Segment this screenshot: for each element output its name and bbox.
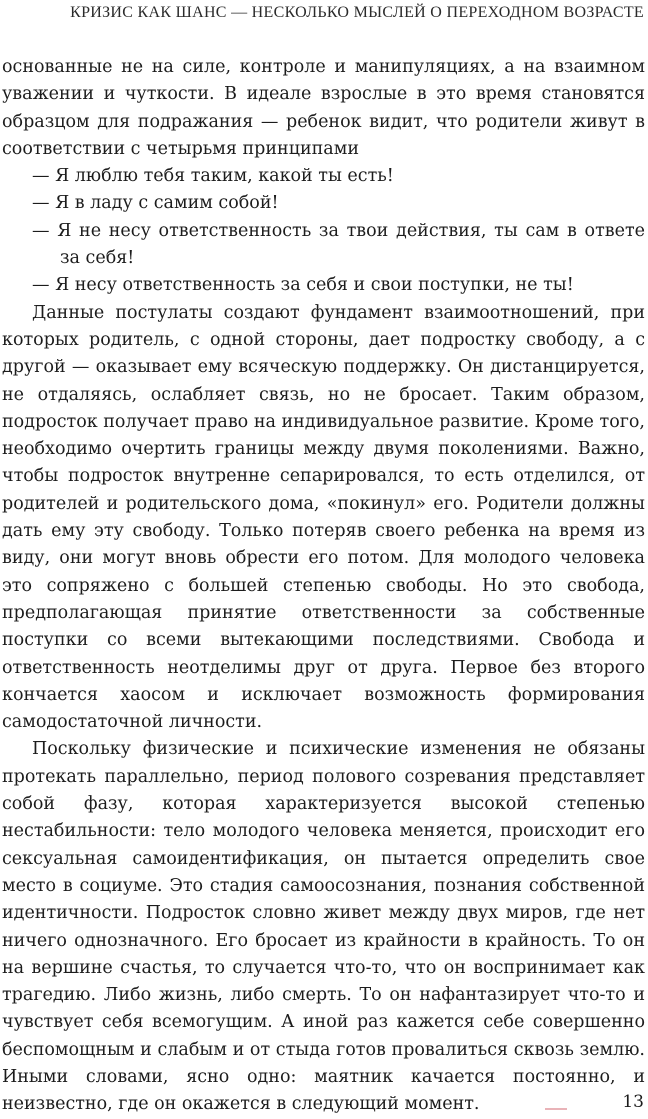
decorative-mark: [545, 1108, 567, 1110]
page-body: [2, 54, 645, 1119]
paragraph: основанные не на силе, контроле и манипуляциях, а на взаимном уважении и чуткости. В идеале взрослые в это время становятся образцом для подражания — ребенок видит, что родители живут в соответствии с четырьмя принципами: [2, 57, 645, 159]
paragraph: Данные постулаты создают фундамент взаимоотношений, при которых родитель, с одной стороны, дает подростку свободу, а с другой — оказывает ему всяческую поддержку. Он дистанцируется, не отдаляясь, ослабляет связь, но не бросает. Таким образом, подросток получает право на индивидуальное развитие. Кроме того, необходимо очертить границы между двумя поколениями. Важно, чтобы подросток внутренне сепарировался, то есть отделился, от родителей и родительского дома, «покинул» его. Родители должны дать ему эту свободу. Только потеряв своего ребенка на время из виду, они могут вновь обрести его потом. Для молодого человека это сопряжено с большей степенью свободы. Но это свобода, предполагающая принятие ответственности за собственные поступки со всеми вытекающими последствиями. Свобода и ответственность неотделимы друг от друга. Первое без второго кончается хаосом и исключает возможность формирования самодостаточной личности.: [2, 302, 645, 733]
principle-item: — Я не несу ответственность за твои действия, ты сам в ответе за себя!: [32, 220, 645, 269]
principle-item: — Я люблю тебя таким, какой ты есть!: [32, 166, 394, 187]
running-header: КРИЗИС КАК ШАНС — НЕСКОЛЬКО МЫСЛЕЙ О ПЕРЕХОДНОМ ВОЗРАСТЕ: [70, 4, 644, 21]
paragraph: Поскольку физические и психические изменения не обязаны протекать параллельно, период полового созревания представляет собой фазу, которая характеризуется высокой степенью нестабильности: тело молодого человека меняется, происходит его сексуальная самоидентификация, он пытается определить свое место в социуме. Это стадия самоосознания, познания собственной идентичности. Подросток словно живет между двух миров, где нет ничего однозначного. Его бросает из крайности в крайность. То он на вершине счастья, то случается что-то, что он воспринимает как трагедию. Либо жизнь, либо смерть. То он нафантазирует что-то и чувствует себя всемогущим. А иной раз кажется себе совершенно беспомощным и слабым и от стыда готов провалиться сквозь землю. Иными словами, ясно одно: маятник качается постоянно, и неизвестно, где он окажется в следующий момент.: [2, 739, 645, 1115]
principle-item: — Я несу ответственность за себя и свои поступки, не ты!: [32, 275, 574, 296]
principle-item: — Я в ладу с самим собой!: [32, 193, 279, 214]
page-number: 13: [622, 1092, 644, 1112]
